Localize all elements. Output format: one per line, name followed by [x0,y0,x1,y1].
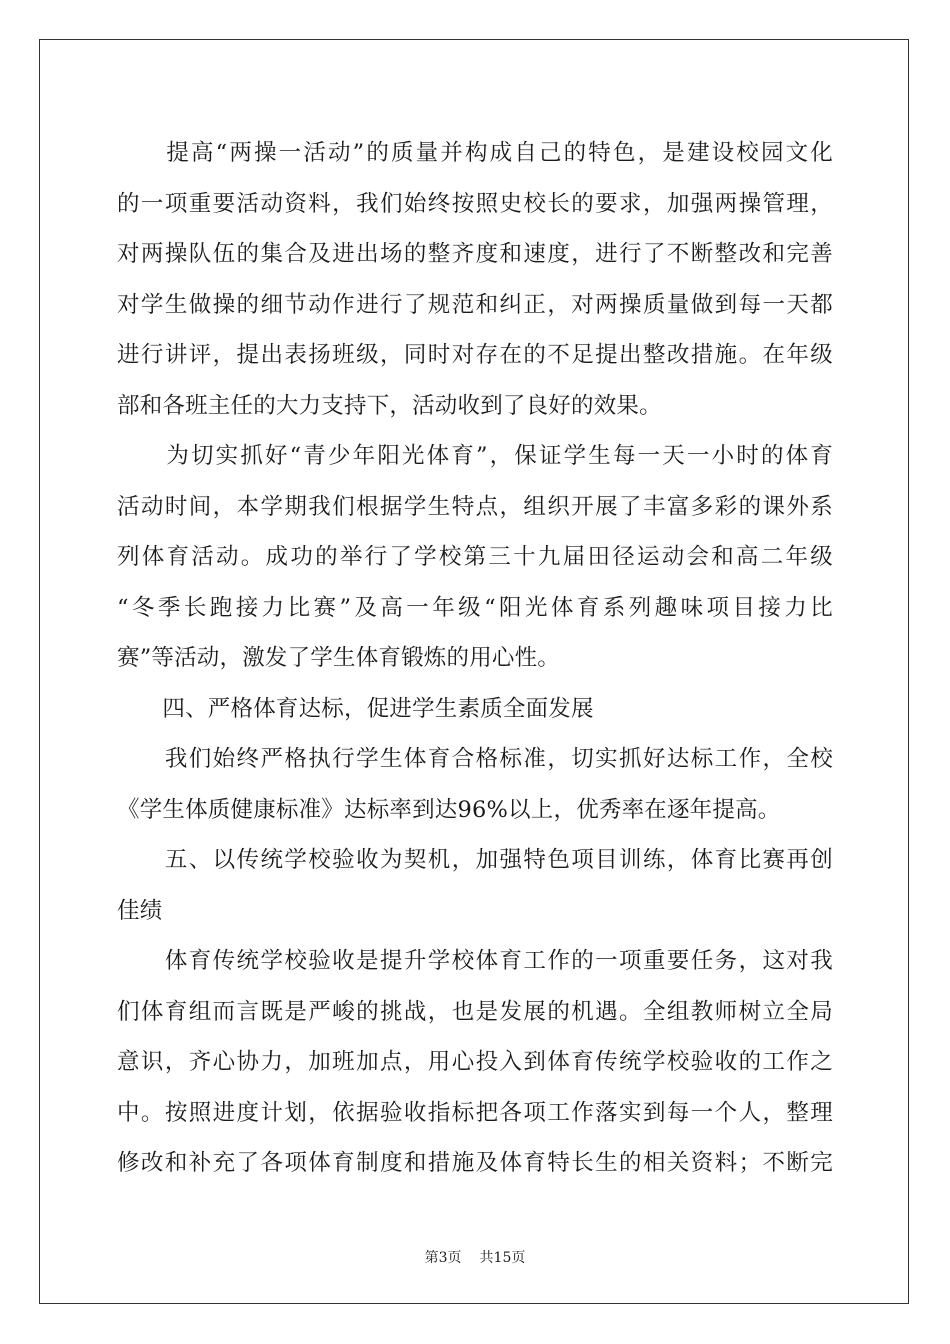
text-line: 提高“两操一活动”的质量并构成自己的特色，是建设校园文化 [117,140,833,166]
text-line: 意识，齐心协力，加班加点，用心投入到体育传统学校验收的工作之 [117,1049,833,1075]
text-line: 赛”等活动，激发了学生体育锻炼的用心性。 [117,645,561,671]
text-line: 修改和补充了各项体育制度和措施及体育特长生的相关资料；不断完 [117,1150,833,1176]
text-line: 的一项重要活动资料，我们始终按照史校长的要求，加强两操管理， [117,190,833,217]
page-number: 第3页 [424,1250,462,1266]
text-line: 对两操队伍的集合及进出场的整齐度和速度，进行了不断整改和完善 [117,241,833,267]
text-line: 进行讲评，提出表扬班级，同时对存在的不足提出整改措施。在年级 [117,342,833,368]
text-line: 《学生体质健康标准》达标率到达96%以上，优秀率在逐年提高。 [117,796,781,823]
text-line: 部和各班主任的大力支持下，活动收到了良好的效果。 [117,392,662,419]
section-heading-continued: 佳绩 [117,897,163,924]
section-heading: 四、严格体育达标，促进学生素质全面发展 [117,695,594,722]
section-heading: 五、以传统学校验收为契机，加强特色项目训练，体育比赛再创 [117,847,833,873]
text-line: 列体育活动。成功的举行了学校第三十九届田径运动会和高二年级 [117,544,833,570]
text-line: 我们始终严格执行学生体育合格标准，切实抓好达标工作，全校 [117,746,833,772]
text-line: 中。按照进度计划，依据验收指标把各项工作落实到每一个人，整理 [117,1099,833,1126]
page-total: 共15页 [479,1250,526,1266]
text-line: 对学生做操的细节动作进行了规范和纠正，对两操质量做到每一天都 [117,291,833,318]
text-line: 们体育组而言既是严峻的挑战，也是发展的机遇。全组教师树立全局 [117,998,833,1025]
text-line: “冬季长跑接力比赛”及高一年级“阳光体育系列趣味项目接力比 [117,594,833,621]
page-footer [0,1247,950,1267]
document-body [117,128,833,1189]
text-line: 体育传统学校验收是提升学校体育工作的一项重要任务，这对我 [117,948,833,974]
text-line: 为切实抓好“青少年阳光体育”，保证学生每一天一小时的体育 [117,443,833,469]
text-line: 活动时间，本学期我们根据学生特点，组织开展了丰富多彩的课外系 [117,493,833,520]
